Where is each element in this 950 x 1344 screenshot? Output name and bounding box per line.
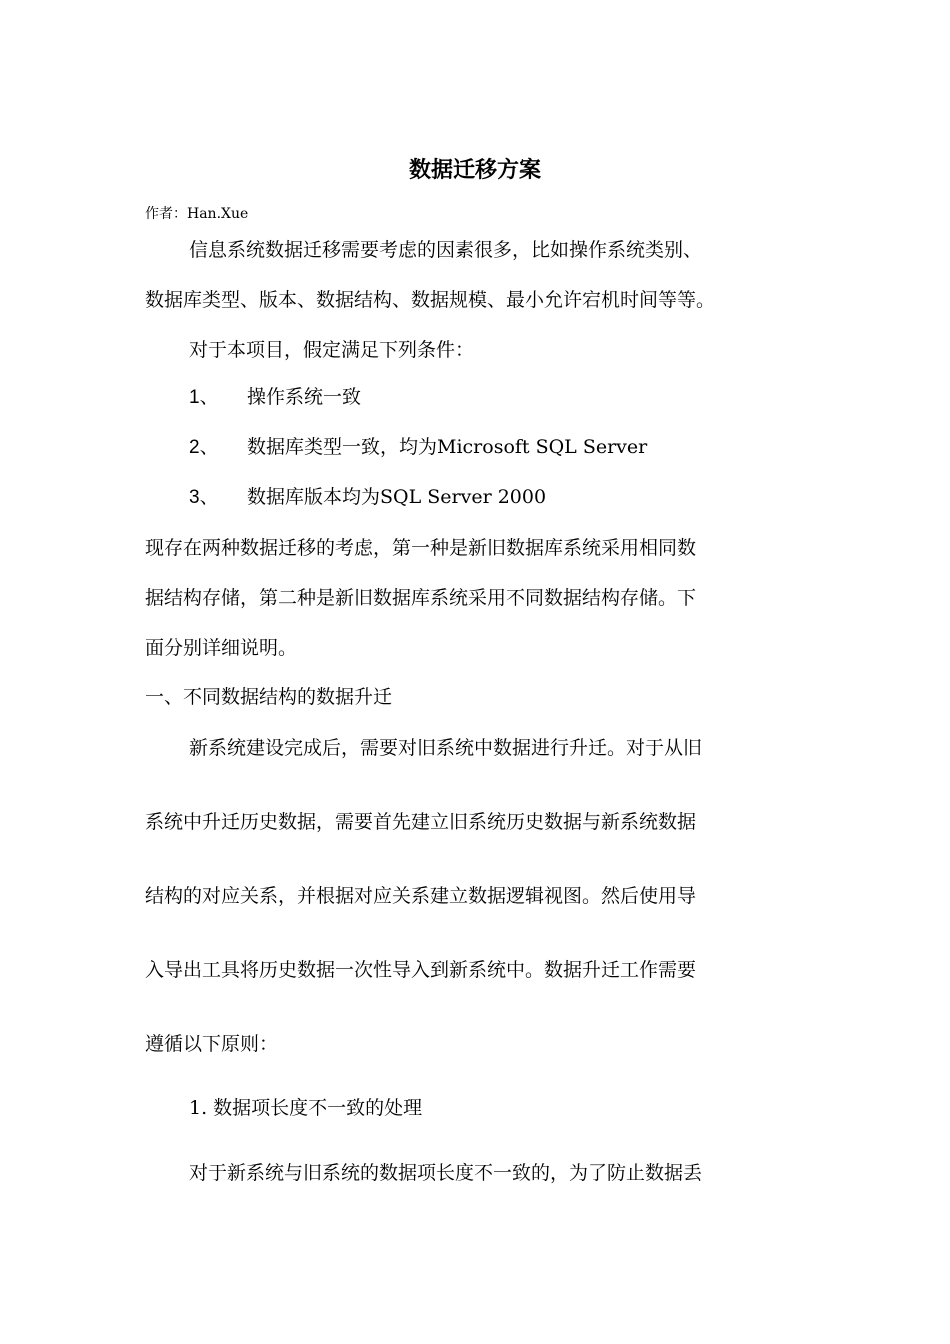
author-line: 作者：Han.Xue (145, 206, 249, 222)
subheading: 1. 数据项长度不一致的处理 (189, 1097, 423, 1119)
list-number: 2、 (189, 437, 219, 458)
paragraph-line: 系统中升迁历史数据，需要首先建立旧系统历史数据与新系统数据 (145, 811, 697, 833)
list-number: 1、 (189, 387, 219, 408)
paragraph-line: 对于新系统与旧系统的数据项长度不一致的，为了防止数据丢 (189, 1162, 703, 1184)
paragraph-line: 现存在两种数据迁移的考虑，第一种是新旧数据库系统采用相同数 (145, 537, 697, 559)
paragraph-line: 遵循以下原则： (145, 1033, 279, 1055)
paragraph-line: 信息系统数据迁移需要考虑的因素很多，比如操作系统类别、 (189, 239, 703, 261)
list-item (189, 384, 361, 411)
paragraph-line: 结构的对应关系，并根据对应关系建立数据逻辑视图。然后使用导 (145, 885, 697, 907)
list-text: 操作系统一致 (247, 386, 362, 408)
doc-title: 数据迁移方案 (408, 157, 541, 183)
paragraph-line: 面分别详细说明。 (145, 637, 298, 659)
paragraph-line: 新系统建设完成后，需要对旧系统中数据进行升迁。对于从旧 (189, 737, 703, 759)
paragraph-line: 入导出工具将历史数据一次性导入到新系统中。数据升迁工作需要 (145, 959, 697, 981)
list-item (189, 484, 546, 511)
paragraph-line: 数据库类型、版本、数据结构、数据规模、最小允许宕机时间等等。 (145, 289, 716, 311)
list-text: 数据库版本均为SQL Server 2000 (247, 486, 547, 508)
list-item (189, 434, 647, 461)
list-text: 数据库类型一致，均为Microsoft SQL Server (247, 436, 648, 458)
paragraph-line: 对于本项目，假定满足下列条件： (189, 339, 475, 361)
list-number: 3、 (189, 487, 219, 508)
section-heading: 一、不同数据结构的数据升迁 (145, 686, 393, 708)
paragraph-line: 据结构存储，第二种是新旧数据库系统采用不同数据结构存储。下 (145, 587, 697, 609)
